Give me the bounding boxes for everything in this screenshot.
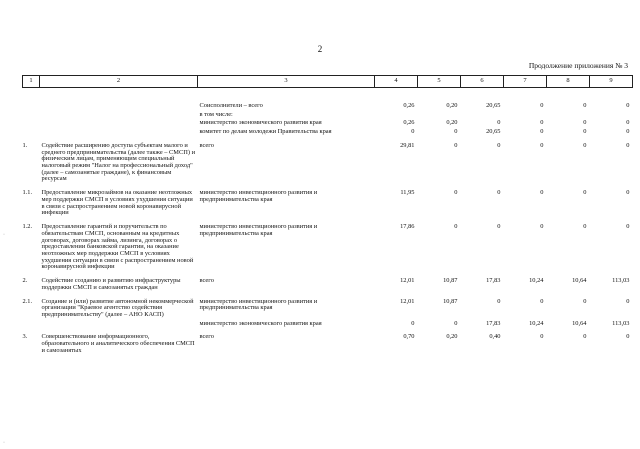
table-row xyxy=(23,111,633,120)
row-value: 0 xyxy=(626,333,630,341)
row-executor: Соисполнители – всего xyxy=(199,102,263,109)
row-index: 2. xyxy=(22,277,28,285)
row-index xyxy=(23,111,40,120)
row-name xyxy=(40,111,198,120)
row-index: 2.1. xyxy=(22,297,33,305)
row-value: 0,26 xyxy=(403,119,415,127)
row-executor: министерство инвестиционного развития и предпринимательства края xyxy=(199,223,318,237)
row-executor: в том числе: xyxy=(199,110,233,118)
row-value xyxy=(504,111,547,120)
row-value: 11,95 xyxy=(400,189,415,197)
row-value: 0 xyxy=(497,119,501,127)
row-name: Создание и (или) развитие автономной некоммерческой организации "Краевое агентство содействия предпринимательству" (далее – АНО КАСП) xyxy=(41,297,194,318)
row-value: 0 xyxy=(497,223,501,231)
row-executor: всего xyxy=(199,141,214,149)
row-value: 0 xyxy=(497,141,501,149)
row-index: 3. xyxy=(22,333,28,341)
row-value: 0 xyxy=(540,128,544,136)
row-name xyxy=(40,320,198,329)
row-value: 113,03 xyxy=(612,277,630,285)
row-name xyxy=(40,88,198,111)
row-executor: министерство инвестиционного развития и предпринимательства края xyxy=(199,297,318,312)
table-row xyxy=(23,137,633,184)
row-name xyxy=(40,128,198,137)
column-header: 6 xyxy=(461,76,504,88)
row-value: 0 xyxy=(626,128,630,136)
margin-mark: · xyxy=(3,232,5,238)
row-value: 0 xyxy=(540,141,544,149)
row-name: Содействие созданию и развитию инфраструктуры поддержки СМСП и самозанятых граждан xyxy=(41,277,181,291)
margin-mark: · xyxy=(3,440,5,446)
row-value: 0 xyxy=(454,128,458,136)
row-executor: министерство экономического развития края xyxy=(199,119,322,127)
row-value xyxy=(461,111,504,120)
table-row xyxy=(23,119,633,128)
row-value: 0 xyxy=(626,189,630,197)
row-value: 0 xyxy=(540,119,544,127)
row-index: 1. xyxy=(22,141,28,149)
table-row xyxy=(23,184,633,218)
row-value: 0 xyxy=(626,223,630,231)
row-value: 0 xyxy=(583,189,587,197)
column-header: 7 xyxy=(504,76,547,88)
row-index xyxy=(23,128,40,137)
row-value: 0,40 xyxy=(489,333,501,341)
row-value: 12,01 xyxy=(400,297,415,305)
row-value: 29,81 xyxy=(400,141,415,149)
row-value: 0,26 xyxy=(403,102,415,109)
row-value: 10,24 xyxy=(529,319,544,327)
row-value: 0 xyxy=(411,128,415,136)
row-value: 0 xyxy=(540,223,544,231)
row-value: 0,70 xyxy=(403,333,415,341)
row-value: 0 xyxy=(583,119,587,127)
row-name: Совершенствование информационного, образовательного и аналитического обеспечения СМСП и самозанятых xyxy=(41,333,195,354)
row-value xyxy=(375,111,418,120)
table-row xyxy=(23,272,633,292)
row-value: 0,20 xyxy=(446,333,458,341)
row-name: Содействие расширению доступа субъектам малого и среднего предпринимательства (далее также – СМСП) и физическим лицам, применяющим специальный налоговый режим "Налог на профессиональный доход" (далее – самозанятые граждане), к финансовым ресурсам xyxy=(41,141,196,183)
row-value: 0 xyxy=(454,223,458,231)
program-table xyxy=(22,75,633,356)
row-value: 0 xyxy=(583,333,587,341)
row-value: 10,64 xyxy=(572,319,587,327)
row-name xyxy=(40,119,198,128)
row-executor: всего xyxy=(199,333,214,341)
table-row xyxy=(23,328,633,355)
row-value: 0 xyxy=(411,319,415,327)
column-header: 9 xyxy=(590,76,633,88)
row-value: 17,83 xyxy=(486,277,501,285)
column-header: 3 xyxy=(198,76,375,88)
row-value: 17,86 xyxy=(400,223,415,231)
row-index xyxy=(23,320,40,329)
row-value: 0 xyxy=(626,119,630,127)
row-value: 0 xyxy=(626,297,630,305)
row-value: 0,20 xyxy=(446,102,458,109)
row-value: 10,87 xyxy=(443,297,458,305)
continuation-label: Продолжение приложения № 3 xyxy=(528,61,628,70)
row-executor: министерство инвестиционного развития и предпринимательства края xyxy=(199,189,318,203)
row-index: 1.1. xyxy=(22,189,33,197)
row-value: 0 xyxy=(497,297,501,305)
row-value: 0 xyxy=(454,319,458,327)
row-value: 0 xyxy=(626,102,630,109)
row-value: 0 xyxy=(497,189,501,197)
row-value xyxy=(590,111,633,120)
row-value: 0 xyxy=(540,189,544,197)
row-value: 0 xyxy=(454,189,458,197)
row-value: 0 xyxy=(583,128,587,136)
row-value: 10,87 xyxy=(443,277,458,285)
row-value: 0 xyxy=(583,297,587,305)
table-row xyxy=(23,88,633,111)
row-value: 20,65 xyxy=(486,102,501,109)
row-value: 12,01 xyxy=(400,277,415,285)
column-header: 8 xyxy=(547,76,590,88)
row-value: 113,03 xyxy=(612,319,630,327)
row-value: 0 xyxy=(583,102,587,109)
column-header: 2 xyxy=(40,76,198,88)
row-index xyxy=(23,119,40,128)
row-value: 0 xyxy=(583,141,587,149)
row-value: 0 xyxy=(540,102,544,109)
table-row xyxy=(23,320,633,329)
row-value: 10,24 xyxy=(529,277,544,285)
column-header: 1 xyxy=(23,76,40,88)
row-executor: министерство экономического развития края xyxy=(199,319,322,327)
row-value: 0,20 xyxy=(446,119,458,127)
page-number: 2 xyxy=(317,44,323,54)
row-name: Предоставление гарантий и поручительств по обязательствам СМСП, основанным на кредитных договорах, договорах займа, лизинга, договорах о предоставлении банковской гарантии, на оказание неотложных мер поддержки СМСП в условиях ухудшения ситуации в связи с распространением новой коронавирусной инфекции xyxy=(41,223,194,271)
row-name: Предоставление микрозаймов на оказание неотложных мер поддержки СМСП в условиях ухудшения ситуации в связи с распространением новой коронавирусной инфекции xyxy=(41,189,193,217)
table-row xyxy=(23,293,633,320)
row-executor: комитет по делам молодежи Правительства края xyxy=(199,128,332,136)
row-value: 0 xyxy=(540,297,544,305)
row-index xyxy=(23,88,40,111)
row-value: 0 xyxy=(583,223,587,231)
header-row xyxy=(23,76,633,88)
column-header: 4 xyxy=(375,76,418,88)
row-value: 0 xyxy=(454,141,458,149)
row-value: 20,65 xyxy=(486,128,501,136)
row-executor: всего xyxy=(199,277,214,285)
table-row xyxy=(23,128,633,137)
row-value: 0 xyxy=(540,333,544,341)
row-value xyxy=(547,111,590,120)
row-value: 17,83 xyxy=(486,319,501,327)
row-value xyxy=(418,111,461,120)
row-value: 10,64 xyxy=(572,277,587,285)
row-value: 0 xyxy=(626,141,630,149)
table-row xyxy=(23,218,633,272)
row-index: 1.2. xyxy=(22,223,33,231)
column-header: 5 xyxy=(418,76,461,88)
